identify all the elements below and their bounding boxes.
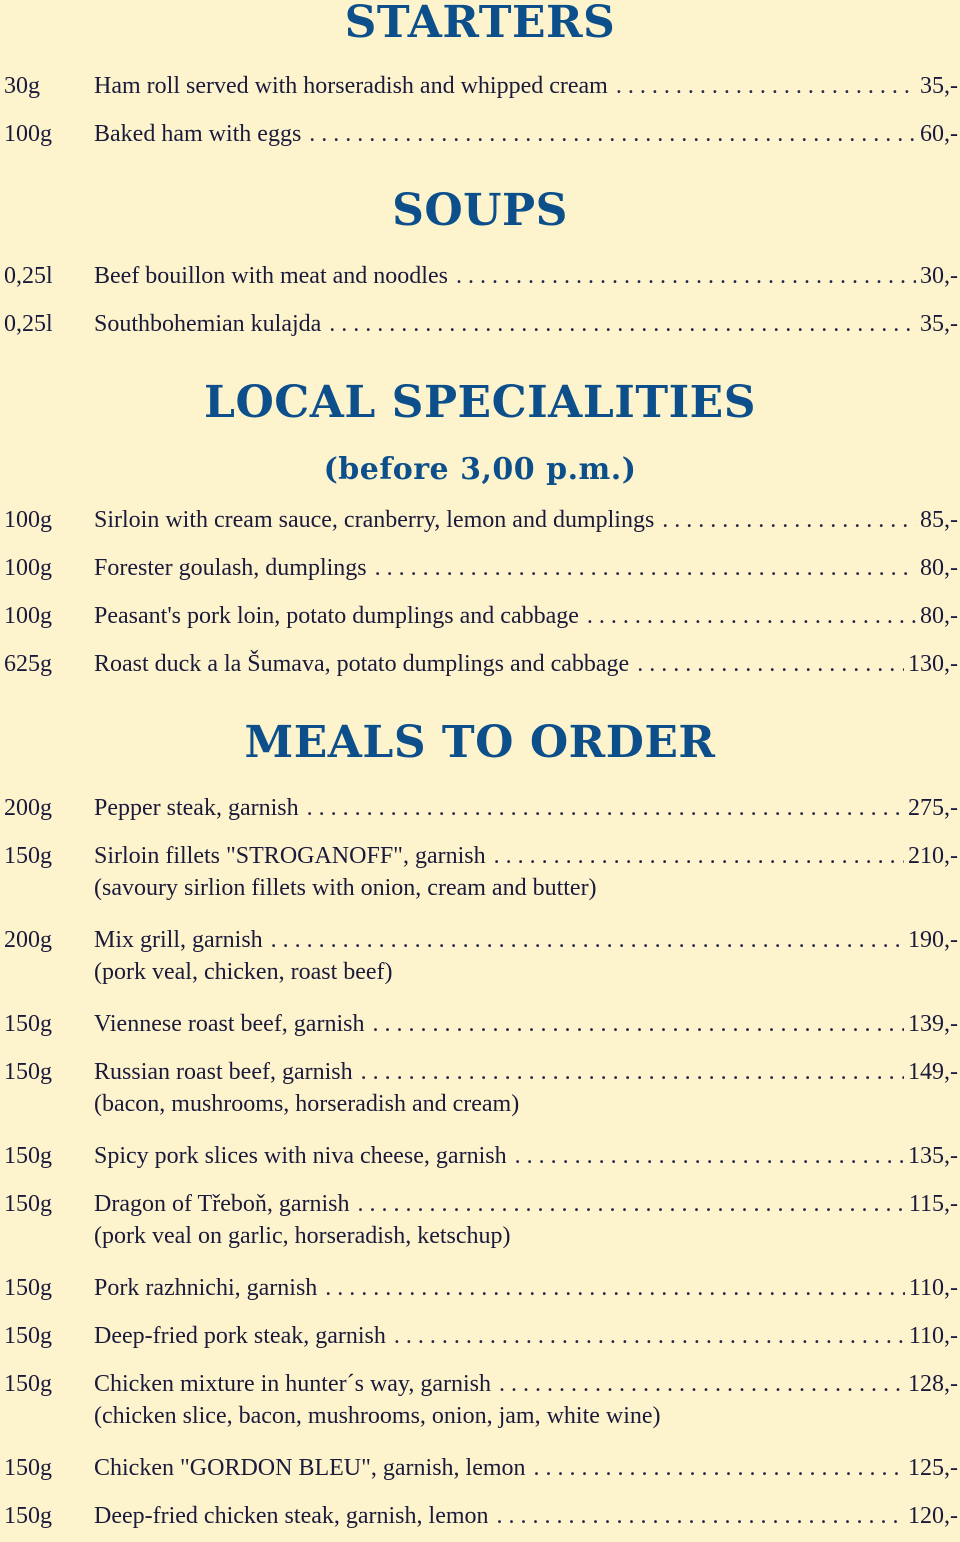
- item-price: 35,-: [920, 73, 958, 99]
- item-qty: 100g: [4, 555, 52, 581]
- section-local-specialities: [0, 377, 960, 677]
- item-qty: 150g: [4, 1371, 52, 1397]
- item-name: Spicy pork slices with niva cheese, garnish: [94, 1143, 507, 1169]
- list-soups: [0, 252, 960, 348]
- leader-dots: [534, 1444, 904, 1492]
- leader-dots: [372, 1000, 904, 1048]
- menu-item: [0, 110, 960, 158]
- item-name: Viennese roast beef, garnish: [94, 1011, 365, 1037]
- item-qty: 150g: [4, 1143, 52, 1169]
- item-qty: 30g: [4, 73, 40, 99]
- item-qty: 150g: [4, 1011, 52, 1037]
- item-qty: 150g: [4, 1455, 52, 1481]
- section-title-local: LOCAL SPECIALITIES: [204, 377, 756, 428]
- item-qty: 100g: [4, 603, 52, 629]
- item-name: Pork razhnichi, garnish: [94, 1275, 318, 1301]
- item-price: 120,-: [908, 1503, 958, 1529]
- menu-item: [0, 592, 960, 640]
- item-price: 139,-: [908, 1011, 958, 1037]
- item-qty: 150g: [4, 1503, 52, 1529]
- item-qty: 150g: [4, 1323, 52, 1349]
- item-qty: 0,25l: [4, 311, 53, 337]
- item-price: 115,-: [908, 1191, 958, 1217]
- item-qty: 200g: [4, 927, 52, 953]
- menu-item: [0, 1132, 960, 1180]
- item-price: 135,-: [908, 1143, 958, 1169]
- leader-dots: [329, 300, 916, 348]
- item-price: 35,-: [920, 311, 958, 337]
- menu-item: [0, 496, 960, 544]
- item-name: Forester goulash, dumplings: [94, 555, 367, 581]
- menu-item: [0, 1444, 960, 1492]
- item-name: Pepper steak, garnish: [94, 795, 299, 821]
- item-price: 130,-: [908, 651, 958, 677]
- leader-dots: [587, 592, 916, 640]
- item-qty: 625g: [4, 651, 52, 677]
- menu-item: [0, 1000, 960, 1048]
- menu-item: [0, 1264, 960, 1312]
- item-price: 125,-: [908, 1455, 958, 1481]
- item-name: Chicken "GORDON BLEU", garnish, lemon: [94, 1455, 526, 1481]
- leader-dots: [456, 252, 916, 300]
- item-qty: 150g: [4, 1275, 52, 1301]
- menu-item: [0, 300, 960, 348]
- item-qty: 150g: [4, 843, 52, 869]
- item-note: (savoury sirlion fillets with onion, cream and butter): [94, 875, 597, 901]
- item-name: Sirloin with cream sauce, cranberry, lemon and dumplings: [94, 507, 655, 533]
- section-title-meals: MEALS TO ORDER: [244, 717, 716, 768]
- item-name: Peasant's pork loin, potato dumplings and cabbage: [94, 603, 579, 629]
- section-starters: [0, 0, 960, 147]
- menu-item: [0, 1360, 960, 1444]
- item-price: 80,-: [920, 603, 958, 629]
- leader-dots: [309, 110, 916, 158]
- item-price: 128,-: [908, 1371, 958, 1397]
- item-price: 149,-: [908, 1059, 958, 1085]
- menu-item: [0, 1180, 960, 1264]
- item-name: Chicken mixture in hunter´s way, garnish: [94, 1371, 492, 1397]
- item-name: Dragon of Třeboň, garnish: [94, 1191, 350, 1217]
- item-note: (pork veal, chicken, roast beef): [94, 959, 393, 985]
- menu-item: [0, 1492, 960, 1540]
- item-qty: 150g: [4, 1059, 52, 1085]
- leader-dots: [375, 544, 916, 592]
- menu-item: [0, 1312, 960, 1360]
- menu-item: [0, 1048, 960, 1132]
- menu-item: [0, 252, 960, 300]
- leader-dots: [616, 62, 916, 110]
- item-name: Mix grill, garnish: [94, 927, 263, 953]
- menu-item: [0, 544, 960, 592]
- item-note: (bacon, mushrooms, horseradish and cream): [94, 1091, 520, 1117]
- leader-dots: [307, 784, 904, 832]
- item-price: 190,-: [908, 927, 958, 953]
- item-name: Roast duck a la Šumava, potato dumplings and cabbage: [94, 651, 630, 677]
- leader-dots: [515, 1132, 904, 1180]
- item-price: 110,-: [908, 1275, 958, 1301]
- section-meals-to-order: [0, 717, 960, 1529]
- menu-item: [0, 784, 960, 832]
- section-subtitle-local: (before 3,00 p.m.): [323, 452, 637, 487]
- item-qty: 100g: [4, 121, 52, 147]
- list-starters: [0, 62, 960, 158]
- leader-dots: [325, 1264, 905, 1312]
- menu-item: [0, 62, 960, 110]
- item-qty: 150g: [4, 1191, 52, 1217]
- item-price: 275,-: [908, 795, 958, 821]
- item-qty: 100g: [4, 507, 52, 533]
- item-name: Southbohemian kulajda: [94, 311, 322, 337]
- list-meals: [0, 784, 960, 1540]
- leader-dots: [662, 496, 916, 544]
- item-name: Russian roast beef, garnish: [94, 1059, 353, 1085]
- item-qty: 0,25l: [4, 263, 53, 289]
- item-price: 85,-: [920, 507, 958, 533]
- item-name: Baked ham with eggs: [94, 121, 302, 147]
- section-title-starters: STARTERS: [344, 0, 616, 48]
- section-soups: [0, 185, 960, 337]
- item-name: Deep-fried chicken steak, garnish, lemon: [94, 1503, 489, 1529]
- list-local: [0, 496, 960, 688]
- menu-item: [0, 916, 960, 1000]
- leader-dots: [394, 1312, 905, 1360]
- item-name: Beef bouillon with meat and noodles: [94, 263, 448, 289]
- item-note: (pork veal on garlic, horseradish, ketschup): [94, 1223, 511, 1249]
- leader-dots: [497, 1492, 904, 1540]
- menu-item: [0, 640, 960, 688]
- item-price: 110,-: [908, 1323, 958, 1349]
- item-price: 210,-: [908, 843, 958, 869]
- item-qty: 200g: [4, 795, 52, 821]
- section-title-soups: SOUPS: [392, 185, 568, 236]
- item-price: 80,-: [920, 555, 958, 581]
- leader-dots: [637, 640, 904, 688]
- menu-item: [0, 832, 960, 916]
- item-price: 30,-: [920, 263, 958, 289]
- item-note: (chicken slice, bacon, mushrooms, onion, jam, white wine): [94, 1403, 661, 1429]
- item-name: Deep-fried pork steak, garnish: [94, 1323, 386, 1349]
- item-name: Ham roll served with horseradish and whipped cream: [94, 73, 608, 99]
- item-name: Sirloin fillets "STROGANOFF", garnish: [94, 843, 486, 869]
- item-price: 60,-: [920, 121, 958, 147]
